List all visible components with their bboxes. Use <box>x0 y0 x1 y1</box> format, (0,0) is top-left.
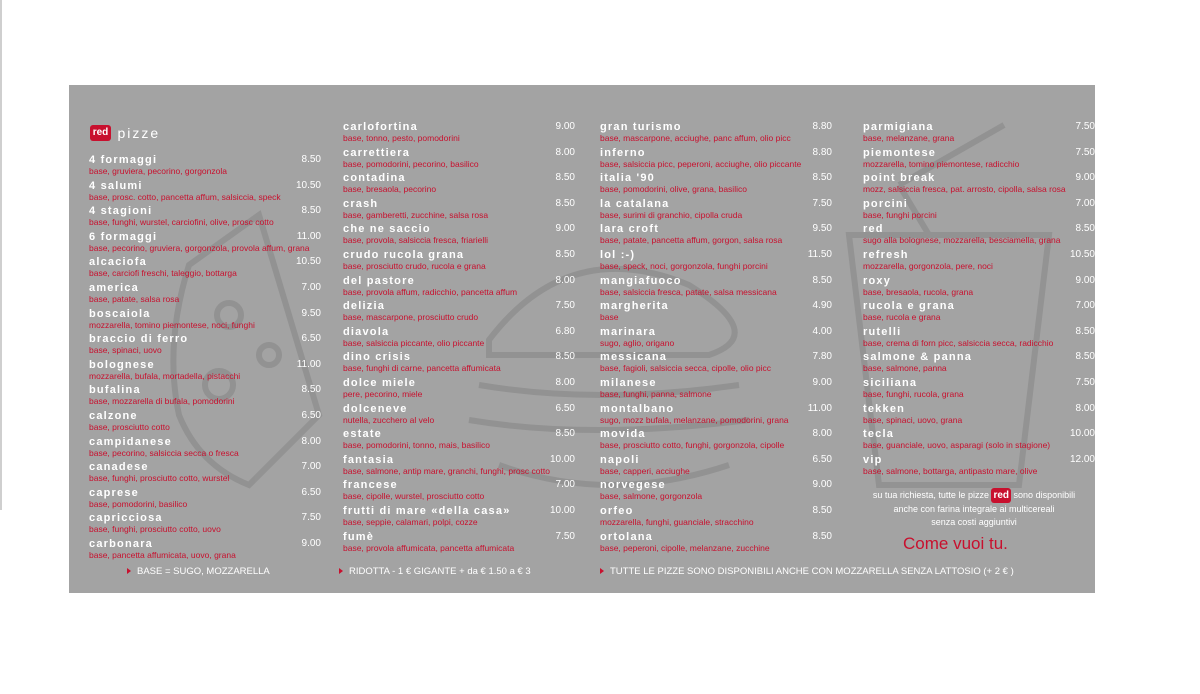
menu-item <box>89 282 321 308</box>
menu-item <box>863 428 1095 454</box>
pizza-price: 8.80 <box>812 146 832 158</box>
menu-item <box>600 531 832 557</box>
footer-lactose <box>600 566 1014 577</box>
pizza-ingredients: base, mascarpone, acciughe, panc affum, olio picc <box>600 133 791 143</box>
menu-item <box>600 300 832 326</box>
pizza-name: frutti di mare «della casa» <box>343 504 511 517</box>
menu-item <box>89 487 321 513</box>
pizza-ingredients: nutella, zucchero al velo <box>343 414 435 425</box>
menu-item <box>863 198 1095 224</box>
menu-item <box>863 300 1095 326</box>
pizza-price: 8.00 <box>555 376 575 388</box>
note-line3: senza costi aggiuntivi <box>931 517 1017 527</box>
menu-item <box>343 198 575 224</box>
pizza-price: 6.50 <box>301 486 321 498</box>
flour-note <box>829 488 1095 529</box>
pizza-name: italia '90 <box>600 172 655 185</box>
pizza-name: red <box>863 223 884 236</box>
pizza-price: 9.00 <box>555 223 575 235</box>
pizza-name: dolce miele <box>343 376 417 389</box>
pizza-price: 6.50 <box>812 453 832 465</box>
menu-item <box>600 249 832 275</box>
pizza-ingredients: base, rucola e grana <box>863 312 941 323</box>
menu-item <box>89 308 321 334</box>
pizza-price: 7.00 <box>1075 300 1095 312</box>
menu-item <box>600 198 832 224</box>
pizza-name: rutelli <box>863 325 902 338</box>
pizza-price: 7.50 <box>1075 121 1095 132</box>
pizza-name: braccio di ferro <box>89 333 189 346</box>
menu-item <box>863 147 1095 173</box>
pizza-price: 7.80 <box>812 351 832 363</box>
pizza-ingredients: base, fagioli, salsiccia secca, cipolle, olio picc <box>600 363 772 374</box>
pizza-ingredients: base, speck, noci, gorgonzola, funghi porcini <box>600 260 768 271</box>
pizza-name: 4 salumi <box>89 179 143 192</box>
pizza-price: 8.80 <box>812 121 832 132</box>
pizza-price: 4.00 <box>812 325 832 337</box>
arrow-icon <box>127 568 131 574</box>
brand-header <box>90 124 160 142</box>
menu-item <box>343 121 575 147</box>
pizza-price: 7.50 <box>1075 146 1095 158</box>
pizza-ingredients: base, surimi di granchio, cipolla cruda <box>600 209 743 220</box>
pizza-price: 6.50 <box>301 409 321 421</box>
pizza-name: siciliana <box>863 376 918 389</box>
pizza-price: 10.50 <box>295 179 321 191</box>
menu-item <box>600 428 832 454</box>
pizza-name: del pastore <box>343 274 415 287</box>
pizza-name: calzone <box>89 409 138 422</box>
menu-title: pizze <box>117 124 161 141</box>
pizza-name: milanese <box>600 376 657 389</box>
pizza-name: dolceneve <box>343 402 408 415</box>
pizza-price: 8.50 <box>812 504 832 516</box>
pizza-price: 11.50 <box>807 248 832 260</box>
page-edge-line <box>0 0 2 510</box>
pizza-ingredients: base, prosciutto cotto, funghi, gorgonzola, cipolle <box>600 440 785 451</box>
pizza-ingredients: base <box>600 312 619 323</box>
pizza-name: canadese <box>89 461 149 474</box>
pizza-name: carlofortina <box>343 121 418 133</box>
pizza-ingredients: base, pancetta affumicata, uovo, grana <box>89 549 236 560</box>
pizza-name: gran turismo <box>600 121 682 133</box>
pizza-ingredients: base, funghi porcini <box>863 209 937 220</box>
menu-item <box>863 121 1095 147</box>
menu-column-3 <box>600 121 832 556</box>
menu-item <box>89 231 321 257</box>
pizza-name: mangiafuoco <box>600 274 682 287</box>
pizza-price: 7.00 <box>301 281 321 293</box>
pizza-price: 8.50 <box>812 274 832 286</box>
pizza-price: 8.50 <box>555 248 575 260</box>
pizza-name: delizia <box>343 300 386 313</box>
menu-item <box>343 147 575 173</box>
menu-item <box>600 351 832 377</box>
menu-item <box>863 172 1095 198</box>
pizza-ingredients: base, pomodorini, tonno, mais, basilico <box>343 440 490 451</box>
pizza-price: 10.00 <box>1069 428 1095 440</box>
pizza-name: point break <box>863 172 936 185</box>
pizza-price: 9.00 <box>812 479 832 491</box>
red-logo-small: red <box>993 490 1010 501</box>
menu-item <box>343 428 575 454</box>
pizza-ingredients: base, funghi, rucola, grana <box>863 388 964 399</box>
menu-item <box>600 505 832 531</box>
pizza-price: 9.00 <box>555 121 575 132</box>
pizza-ingredients: base, salsiccia fresca, patate, salsa messicana <box>600 286 777 297</box>
pizza-ingredients: base, prosc. cotto, pancetta affum, salsiccia, speck <box>89 191 281 202</box>
pizza-ingredients: mozzarella, tomino piemontese, radicchio <box>863 158 1020 169</box>
menu-item <box>343 351 575 377</box>
pizza-price: 11.00 <box>296 230 321 242</box>
pizza-price: 8.50 <box>555 197 575 209</box>
note-line2: anche con farina integrale ai multicereali <box>893 504 1055 514</box>
pizza-name: tekken <box>863 402 906 415</box>
pizza-ingredients: base, pomodorini, pecorino, basilico <box>343 158 479 169</box>
menu-item <box>89 180 321 206</box>
pizza-ingredients: base, capperi, acciughe <box>600 465 690 476</box>
pizza-ingredients: base, patate, salsa rosa <box>89 293 180 304</box>
pizza-name: parmigiana <box>863 121 934 133</box>
pizza-name: fumè <box>343 530 375 543</box>
pizza-ingredients: base, tonno, pesto, pomodorini <box>343 133 460 143</box>
pizza-name: estate <box>343 428 382 441</box>
menu-item <box>343 249 575 275</box>
pizza-name: vip <box>863 453 883 466</box>
pizza-price: 7.50 <box>555 530 575 542</box>
menu-item <box>343 300 575 326</box>
pizza-ingredients: base, salmone, panna <box>863 363 947 374</box>
pizza-price: 7.50 <box>812 197 832 209</box>
pizza-ingredients: mozzarella, bufala, mortadella, pistacchi <box>89 370 241 381</box>
menu-item <box>600 377 832 403</box>
menu-item <box>600 121 832 147</box>
menu-item <box>343 275 575 301</box>
pizza-price: 10.00 <box>549 453 575 465</box>
menu-item <box>89 436 321 462</box>
pizza-ingredients: base, carciofi freschi, taleggio, bottarga <box>89 268 237 279</box>
pizza-ingredients: pere, pecorino, miele <box>343 388 423 399</box>
pizza-name: refresh <box>863 248 909 261</box>
pizza-name: bolognese <box>89 358 155 371</box>
pizza-ingredients: base, gamberetti, zucchine, salsa rosa <box>343 209 489 220</box>
pizza-price: 8.50 <box>301 154 321 165</box>
footer-base <box>127 566 270 577</box>
pizza-price: 8.00 <box>812 428 832 440</box>
pizza-name: marinara <box>600 325 657 338</box>
pizza-ingredients: base, guanciale, uovo, asparagi (solo in stagione) <box>863 440 1051 451</box>
pizza-name: lara croft <box>600 223 660 236</box>
pizza-price: 6.50 <box>301 333 321 345</box>
note-line1-start: su tua richiesta, tutte le pizze <box>872 490 989 500</box>
pizza-ingredients: base, funghi, prosciutto cotto, wurstel <box>89 473 230 484</box>
pizza-name: la catalana <box>600 197 670 210</box>
pizza-price: 8.50 <box>555 172 575 184</box>
pizza-ingredients: base, funghi, panna, salmone <box>600 388 712 399</box>
pizza-price: 12.00 <box>1069 453 1095 465</box>
pizza-price: 6.50 <box>555 402 575 414</box>
menu-item <box>600 326 832 352</box>
pizza-name: tecla <box>863 428 895 441</box>
note-line1-end: sono disponibili <box>1013 490 1076 500</box>
menu-item <box>343 479 575 505</box>
pizza-name: capricciosa <box>89 512 163 525</box>
menu-item <box>600 147 832 173</box>
pizza-ingredients: sugo alla bolognese, mozzarella, besciamella, grana <box>863 235 1061 246</box>
menu-item <box>863 275 1095 301</box>
pizza-price: 6.80 <box>555 325 575 337</box>
pizza-ingredients: base, spinaci, uovo, grana <box>863 414 963 425</box>
pizza-name: napoli <box>600 453 640 466</box>
menu-item <box>89 359 321 385</box>
pizza-name: che ne saccio <box>343 223 431 236</box>
pizza-name: fantasia <box>343 453 395 466</box>
menu-item <box>89 512 321 538</box>
pizza-ingredients: base, cipolle, wurstel, prosciutto cotto <box>343 491 485 502</box>
pizza-price: 8.00 <box>555 274 575 286</box>
pizza-price: 11.00 <box>296 358 321 370</box>
pizza-price: 8.00 <box>301 435 321 447</box>
pizza-name: carbonara <box>89 537 153 550</box>
pizza-name: contadina <box>343 172 406 185</box>
pizza-ingredients: base, provola affumicata, pancetta affumicata <box>343 542 515 553</box>
pizza-ingredients: mozzarella, gorgonzola, pere, noci <box>863 260 993 271</box>
pizza-ingredients: base, patate, pancetta affum, gorgon, salsa rosa <box>600 235 783 246</box>
pizza-price: 10.50 <box>295 256 321 268</box>
menu-item <box>863 249 1095 275</box>
pizza-name: ortolana <box>600 530 653 543</box>
pizza-ingredients: base, salmone, gorgonzola <box>600 491 703 502</box>
pizza-ingredients: mozzarella, funghi, guanciale, stracchino <box>600 516 754 527</box>
pizza-price: 8.50 <box>1075 351 1095 363</box>
pizza-ingredients: base, seppie, calamari, polpi, cozze <box>343 516 478 527</box>
pizza-price: 9.50 <box>812 223 832 235</box>
pizza-price: 7.50 <box>301 512 321 524</box>
footer-sizes <box>339 566 531 577</box>
pizza-ingredients: base, pecorino, gruviera, gorgonzola, provola affum, grana <box>89 242 310 253</box>
arrow-icon <box>339 568 343 574</box>
pizza-price: 7.50 <box>555 300 575 312</box>
pizza-price: 11.00 <box>807 402 832 414</box>
pizza-ingredients: base, salmone, antip mare, granchi, funghi, prosc cotto <box>343 465 550 476</box>
menu-item <box>343 531 575 557</box>
pizza-name: crudo rucola grana <box>343 248 465 261</box>
pizza-name: movida <box>600 428 646 441</box>
pizza-ingredients: base, funghi di carne, pancetta affumicata <box>343 363 501 374</box>
pizza-name: margherita <box>600 300 669 313</box>
pizza-price: 8.50 <box>555 351 575 363</box>
pizza-name: roxy <box>863 274 892 287</box>
pizza-ingredients: base, pomodorini, olive, grana, basilico <box>600 184 747 195</box>
menu-column-1 <box>89 154 321 564</box>
pizza-ingredients: base, bresaola, rucola, grana <box>863 286 974 297</box>
pizza-ingredients: base, prosciutto cotto <box>89 421 170 432</box>
menu-item <box>343 172 575 198</box>
menu-item <box>89 333 321 359</box>
pizza-price: 7.50 <box>1075 376 1095 388</box>
pizza-ingredients: base, gruviera, pecorino, gorgonzola <box>89 166 227 176</box>
pizza-name: carrettiera <box>343 146 411 159</box>
pizza-ingredients: mozz, salsiccia fresca, pat. arrosto, cipolla, salsa rosa <box>863 184 1066 195</box>
pizza-name: piemontese <box>863 146 937 159</box>
pizza-ingredients: base, salmone, bottarga, antipasto mare, olive <box>863 465 1038 476</box>
menu-item <box>600 172 832 198</box>
menu-item <box>343 377 575 403</box>
pizza-price: 9.00 <box>1075 172 1095 184</box>
menu-item <box>89 154 321 180</box>
pizza-ingredients: sugo, aglio, origano <box>600 337 675 348</box>
pizza-name: norvegese <box>600 479 666 492</box>
menu-item <box>600 454 832 480</box>
menu-item <box>600 275 832 301</box>
pizza-price: 8.50 <box>1075 223 1095 235</box>
pizza-price: 8.50 <box>301 384 321 396</box>
pizza-ingredients: base, funghi, wurstel, carciofini, olive, prosc cotto <box>89 217 274 228</box>
pizza-name: orfeo <box>600 504 634 517</box>
menu-item <box>600 403 832 429</box>
menu-item <box>343 223 575 249</box>
pizza-name: dino crisis <box>343 351 412 364</box>
pizza-ingredients: base, funghi, prosciutto cotto, uovo <box>89 524 221 535</box>
pizza-name: francese <box>343 479 398 492</box>
pizza-name: crash <box>343 197 379 210</box>
footer-base-text: BASE = SUGO, MOZZARELLA <box>137 566 270 577</box>
pizza-ingredients: base, mozzarella di bufala, pomodorini <box>89 396 235 407</box>
pizza-ingredients: base, salsiccia piccante, olio piccante <box>343 337 485 348</box>
menu-item <box>343 403 575 429</box>
pizza-price: 9.00 <box>1075 274 1095 286</box>
pizza-ingredients: base, salsiccia picc, peperoni, acciughe, olio piccante <box>600 158 802 169</box>
menu-item <box>863 377 1095 403</box>
pizza-ingredients: base, provola affum, radicchio, pancetta affum <box>343 286 518 297</box>
pizza-name: messicana <box>600 351 668 364</box>
pizza-price: 9.50 <box>301 307 321 319</box>
pizza-price: 9.00 <box>812 376 832 388</box>
footer-lactose-text: TUTTE LE PIZZE SONO DISPONIBILI ANCHE CON MOZZARELLA SENZA LATTOSIO (+ 2 € ) <box>610 566 1014 577</box>
pizza-price: 10.50 <box>1069 248 1095 260</box>
arrow-icon <box>600 568 604 574</box>
pizza-price: 7.00 <box>301 461 321 473</box>
pizza-price: 8.50 <box>555 428 575 440</box>
menu-column-2 <box>343 121 575 556</box>
pizza-ingredients: base, bresaola, pecorino <box>343 184 437 195</box>
menu-panel <box>69 85 1095 593</box>
menu-item <box>89 384 321 410</box>
menu-item <box>89 410 321 436</box>
menu-item <box>343 505 575 531</box>
menu-item <box>863 454 1095 480</box>
pizza-name: bufalina <box>89 384 141 397</box>
menu-item <box>863 351 1095 377</box>
pizza-name: inferno <box>600 146 646 159</box>
pizza-price: 10.00 <box>549 504 575 516</box>
pizza-name: 6 formaggi <box>89 230 158 243</box>
pizza-name: america <box>89 281 139 294</box>
pizza-name: lol :-) <box>600 248 636 261</box>
pizza-ingredients: base, pecorino, salsiccia secca o fresca <box>89 447 239 458</box>
menu-item <box>343 454 575 480</box>
pizza-name: 4 stagioni <box>89 205 153 218</box>
pizza-name: alcaciofa <box>89 256 147 269</box>
tagline: Come vuoi tu. <box>903 534 1008 553</box>
pizza-ingredients: base, prosciutto crudo, rucola e grana <box>343 260 486 271</box>
pizza-ingredients: base, pomodorini, basilico <box>89 498 188 509</box>
pizza-price: 4.90 <box>812 300 832 312</box>
pizza-name: montalbano <box>600 402 675 415</box>
menu-item <box>343 326 575 352</box>
pizza-name: 4 formaggi <box>89 154 158 166</box>
pizza-ingredients: base, crema di forn picc, salsiccia secca, radicchio <box>863 337 1054 348</box>
pizza-name: salmone & panna <box>863 351 973 364</box>
pizza-name: caprese <box>89 486 139 499</box>
menu-item <box>89 538 321 564</box>
pizza-name: rucola e grana <box>863 300 955 313</box>
pizza-price: 8.00 <box>555 146 575 158</box>
pizza-price: 9.00 <box>301 537 321 549</box>
pizza-ingredients: mozzarella, tomino piemontese, noci, funghi <box>89 319 255 330</box>
pizza-price: 8.50 <box>301 205 321 217</box>
pizza-ingredients: base, mascarpone, prosciutto crudo <box>343 312 479 323</box>
pizza-ingredients: base, provola, salsiccia fresca, friarielli <box>343 235 489 246</box>
pizza-price: 8.50 <box>812 172 832 184</box>
pizza-name: porcini <box>863 197 909 210</box>
menu-item <box>863 223 1095 249</box>
menu-item <box>863 326 1095 352</box>
red-logo: red <box>90 125 111 141</box>
menu-column-4 <box>863 121 1095 479</box>
menu-item <box>89 205 321 231</box>
pizza-ingredients: base, melanzane, grana <box>863 133 955 143</box>
menu-item <box>89 461 321 487</box>
menu-item <box>863 403 1095 429</box>
menu-item <box>600 479 832 505</box>
pizza-name: boscaiola <box>89 307 151 320</box>
pizza-price: 7.00 <box>555 479 575 491</box>
pizza-ingredients: sugo, mozz bufala, melanzane, pomodorini, grana <box>600 414 789 425</box>
pizza-name: diavola <box>343 325 390 338</box>
pizza-ingredients: base, spinaci, uovo <box>89 345 162 356</box>
pizza-price: 8.00 <box>1075 402 1095 414</box>
pizza-price: 8.50 <box>1075 325 1095 337</box>
pizza-price: 7.00 <box>1075 197 1095 209</box>
menu-item <box>600 223 832 249</box>
footer-sizes-text: RIDOTTA - 1 € GIGANTE + da € 1.50 a € 3 <box>349 566 531 577</box>
pizza-name: campidanese <box>89 435 172 448</box>
pizza-price: 8.50 <box>812 530 832 542</box>
pizza-ingredients: base, peperoni, cipolle, melanzane, zucchine <box>600 542 770 553</box>
menu-item <box>89 256 321 282</box>
